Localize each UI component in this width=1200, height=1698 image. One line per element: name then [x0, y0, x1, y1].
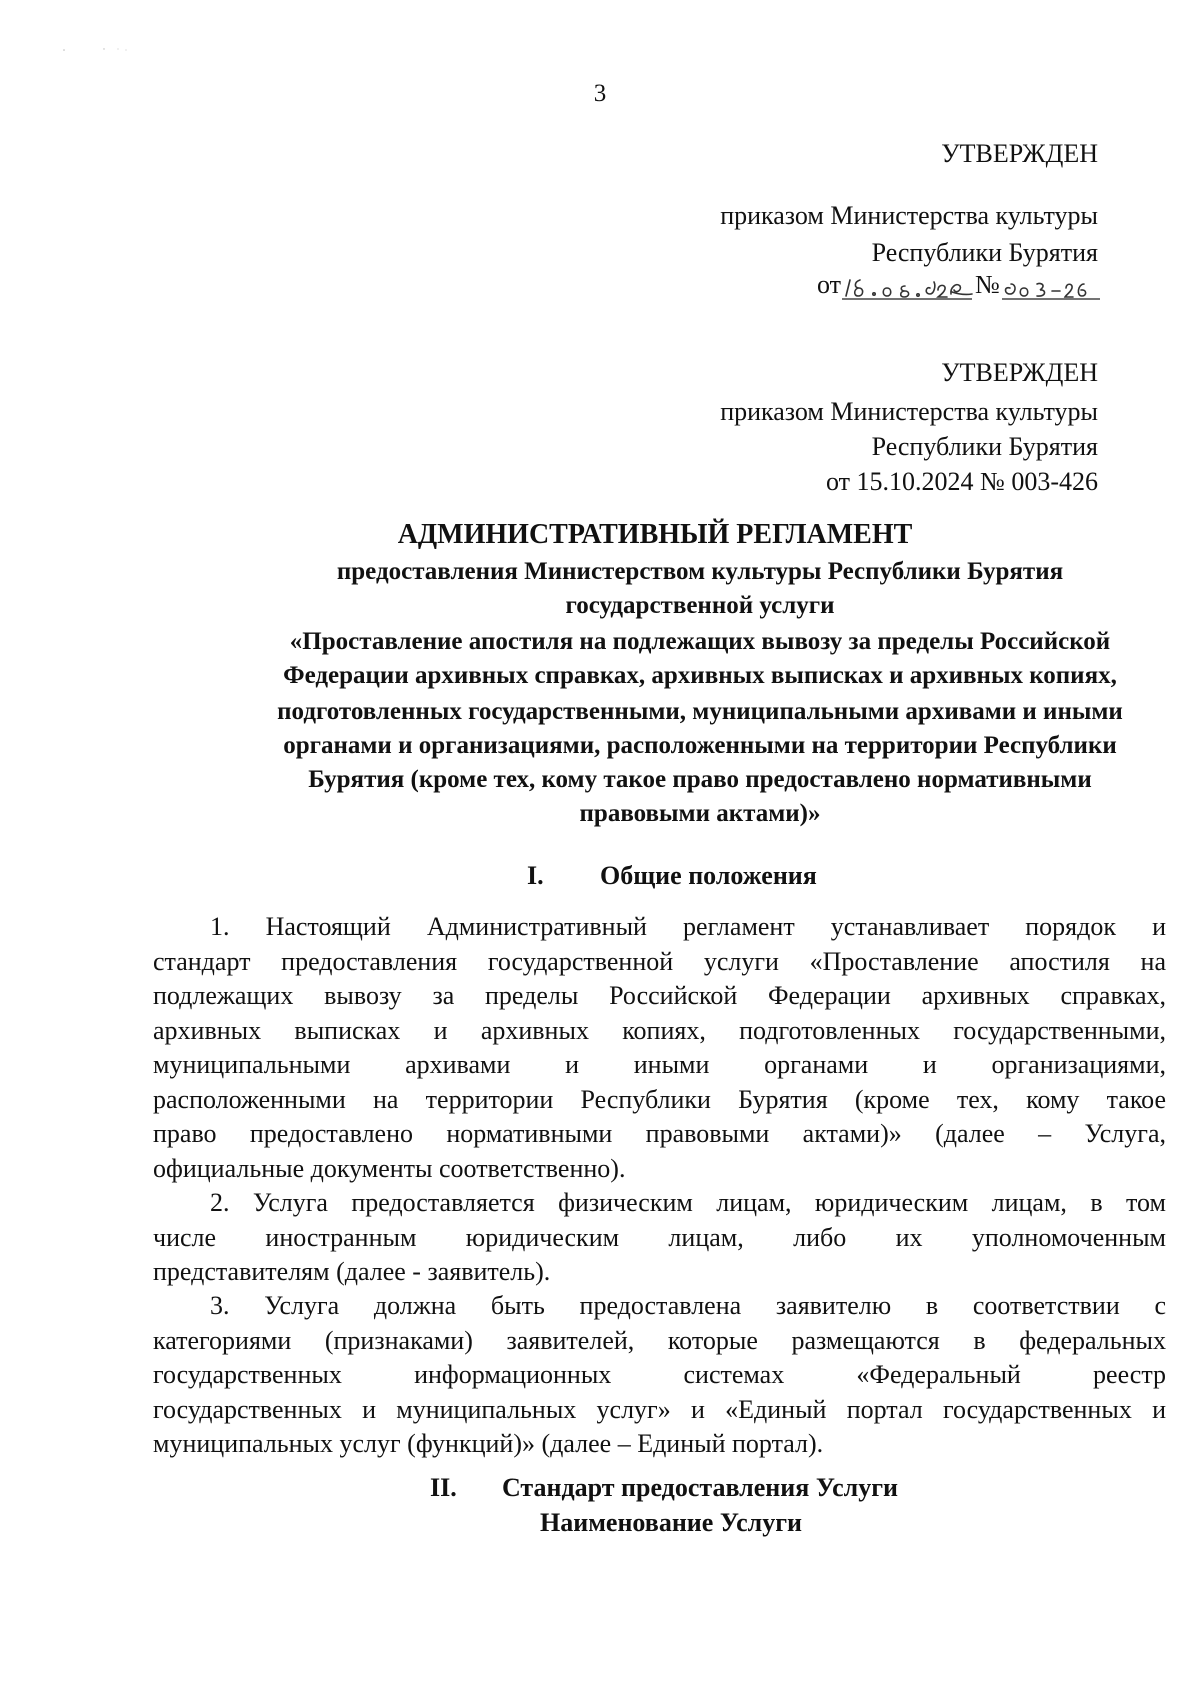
section-1-heading: Общие положения: [600, 861, 817, 890]
document-subtitle-line2: предоставления Министерством культуры Республики Бурятия: [336, 558, 1064, 585]
document-subtitle-line4: «Проставление апостиля на подлежащих вывозу за пределы Российской: [289, 628, 1111, 655]
document-subtitle-line5: Федерации архивных справках, архивных выписках и архивных копиях,: [283, 662, 1117, 689]
document-title: АДМИНИСТРАТИВНЫЙ РЕГЛАМЕНТ: [397, 519, 913, 550]
paragraph-line: официальные документы соответственно).: [153, 1153, 626, 1183]
approval-current-line2: Республики Бурятия: [871, 238, 1098, 267]
approval-current-line1: приказом Министерства культуры: [720, 201, 1098, 230]
paragraph-line: архивных выписках и архивных копиях, подготовленных государственными,: [153, 1015, 1166, 1045]
approval-previous-heading: УТВЕРЖДЕН: [941, 358, 1098, 387]
paragraph-3: [153, 1289, 1166, 1462]
paragraph-line: подлежащих вывозу за пределы Российской Федерации архивных справках,: [153, 981, 1166, 1010]
section-2-subheading: Наименование Услуги: [540, 1508, 803, 1537]
paragraph-1: [153, 910, 1166, 1186]
date-prefix: от: [817, 270, 842, 299]
paragraph-line: 1. Настоящий Административный регламент устанавливает порядок и: [210, 912, 1166, 941]
scan-artifact: [62, 47, 142, 53]
approval-previous-line1: приказом Министерства культуры: [720, 397, 1098, 426]
section-1-number: I.: [527, 861, 544, 890]
paragraph-line: стандарт предоставления государственной услуги «Проставление апостиля на: [153, 946, 1166, 976]
paragraph-line: 2. Услуга предоставляется физическим лицам, юридическим лицам, в том: [210, 1188, 1166, 1217]
document-subtitle-line3: государственной услуги: [565, 592, 835, 619]
page-number: 3: [593, 80, 607, 107]
paragraph-line: государственных информационных системах «Федеральный реестр: [153, 1360, 1166, 1389]
paragraph-line: категориями (признаками) заявителей, которые размещаются в федеральных: [153, 1325, 1166, 1355]
section-2-number: II.: [430, 1473, 457, 1502]
approval-previous-line2: Республики Бурятия: [871, 432, 1098, 461]
paragraph-line: представителям (далее - заявитель).: [153, 1257, 551, 1286]
document-subtitle-line9: правовыми актами)»: [579, 800, 821, 827]
document-subtitle-line6: подготовленных государственными, муниципальными архивами и иными: [277, 698, 1123, 725]
document-subtitle-line7: органами и организациями, расположенными на территории Республики: [283, 732, 1117, 759]
paragraph-line: 3. Услуга должна быть предоставлена заявителю в соответствии с: [210, 1291, 1166, 1320]
approval-current-date-number: [740, 266, 1120, 320]
paragraph-line: право предоставлено нормативными правовыми актами)» (далее – Услуга,: [153, 1119, 1166, 1148]
approval-previous-date-number: от 15.10.2024 № 003-426: [826, 467, 1098, 496]
paragraph-line: муниципальными архивами и иными органами и организациями,: [153, 1050, 1166, 1079]
paragraph-line: муниципальных услуг (функций)» (далее – Единый портал).: [153, 1429, 824, 1458]
paragraph-line: расположенными на территории Республики Бурятия (кроме тех, кому такое: [153, 1084, 1166, 1114]
approval-current-heading: УТВЕРЖДЕН: [941, 139, 1098, 168]
paragraph-2: [153, 1186, 1166, 1290]
number-prefix: №: [975, 270, 1000, 299]
handwritten-date-and-number: [740, 266, 1120, 320]
paragraph-line: государственных и муниципальных услуг» и «Единый портал государственных и: [153, 1394, 1166, 1424]
paragraph-line: числе иностранным юридическим лицам, либо их уполномоченным: [153, 1222, 1166, 1252]
section-2-heading: Стандарт предоставления Услуги: [502, 1473, 899, 1502]
document-subtitle-line8: Бурятия (кроме тех, кому такое право предоставлено нормативными: [308, 766, 1092, 793]
